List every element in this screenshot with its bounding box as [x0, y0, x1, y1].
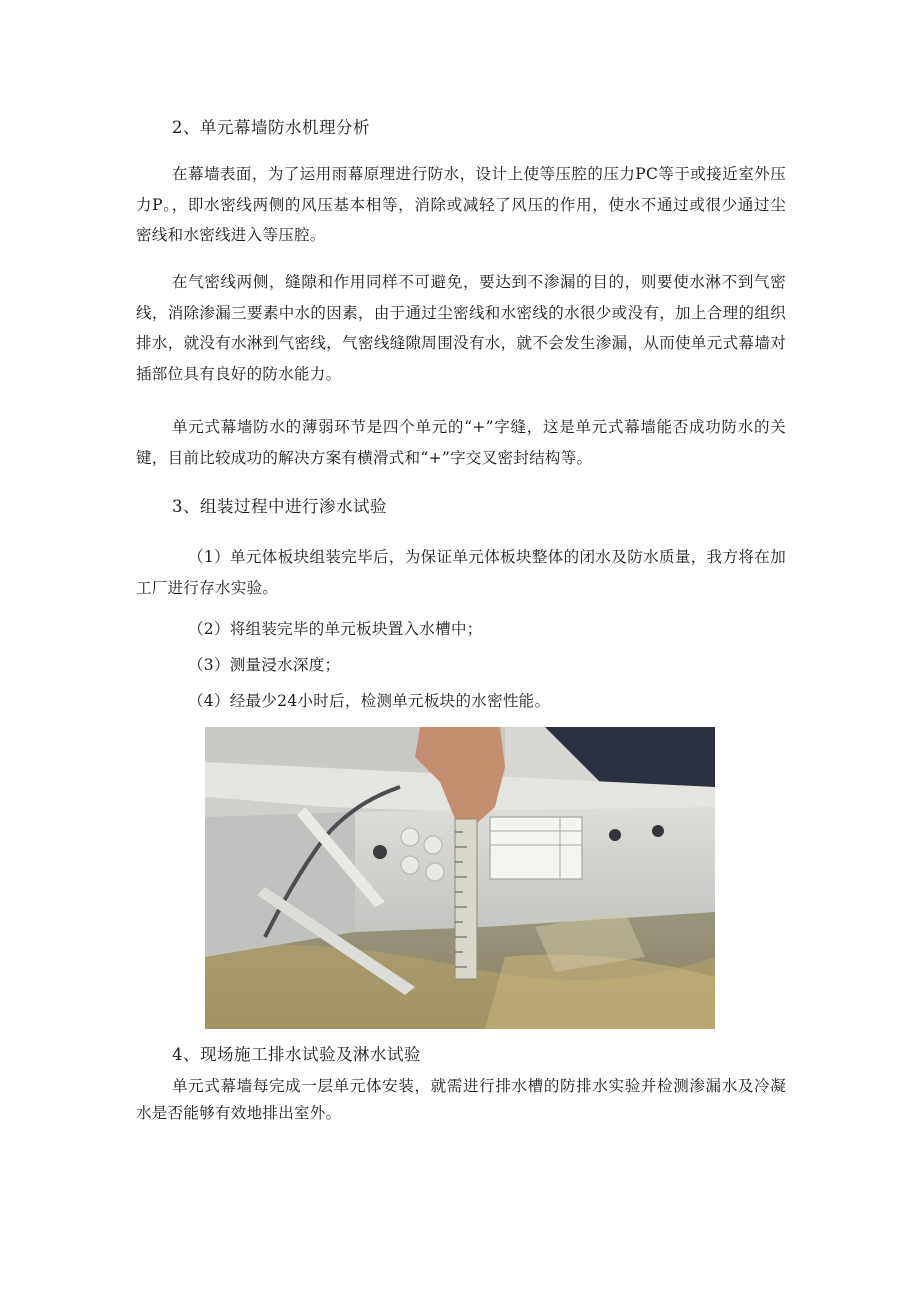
section-2-heading: 2、单元幕墙防水机理分析	[172, 118, 370, 137]
section-3-item-3: （3）测量浸水深度；	[188, 656, 341, 674]
section-2-paragraph-3: 单元式幕墙防水的薄弱环节是四个单元的“+”字缝，这是单元式幕墙能否成功防水的关键，目前比较成功的解决方案有横滑式和“+”字交叉密封结构等。	[136, 418, 786, 467]
section-3-heading: 3、组装过程中进行渗水试验	[172, 497, 387, 516]
section-4-heading: 4、现场施工排水试验及淋水试验	[172, 1045, 421, 1064]
photo-illustration	[205, 727, 715, 1029]
water-tank-test-photo	[205, 727, 715, 1029]
section-2-paragraph-1: 在幕墙表面，为了运用雨幕原理进行防水，设计上使等压腔的压力PC等于或接近室外压力P。，即水密线两侧的风压基本相等，消除或减轻了风压的作用，使水不通过或很少通过尘密线和水密线进入等压腔。	[136, 165, 786, 244]
section-4-paragraph-1: 单元式幕墙每完成一层单元体安装，就需进行排水槽的防排水实验并检测渗漏水及冷凝水是否能够有效地排出室外。	[136, 1077, 786, 1122]
section-3-item-2: （2）将组装完毕的单元板块置入水槽中；	[188, 620, 483, 638]
section-3-item-4: （4）经最少24小时后，检测单元板块的水密性能。	[188, 692, 551, 710]
section-2-paragraph-2: 在气密线两侧，缝隙和作用同样不可避免，要达到不渗漏的目的，则要使水淋不到气密线，消除渗漏三要素中水的因素，由于通过尘密线和水密线的水很少或没有，加上合理的组织排水，就没有水淋到气密线，气密线缝隙周围没有水，就不会发生渗漏，从而使单元式幕墙对插部位具有良好的防水能力。	[136, 273, 786, 383]
section-3-item-1: （1）单元体板块组装完毕后，为保证单元体板块整体的闭水及防水质量，我方将在加工厂进行存水实验。	[136, 548, 786, 597]
